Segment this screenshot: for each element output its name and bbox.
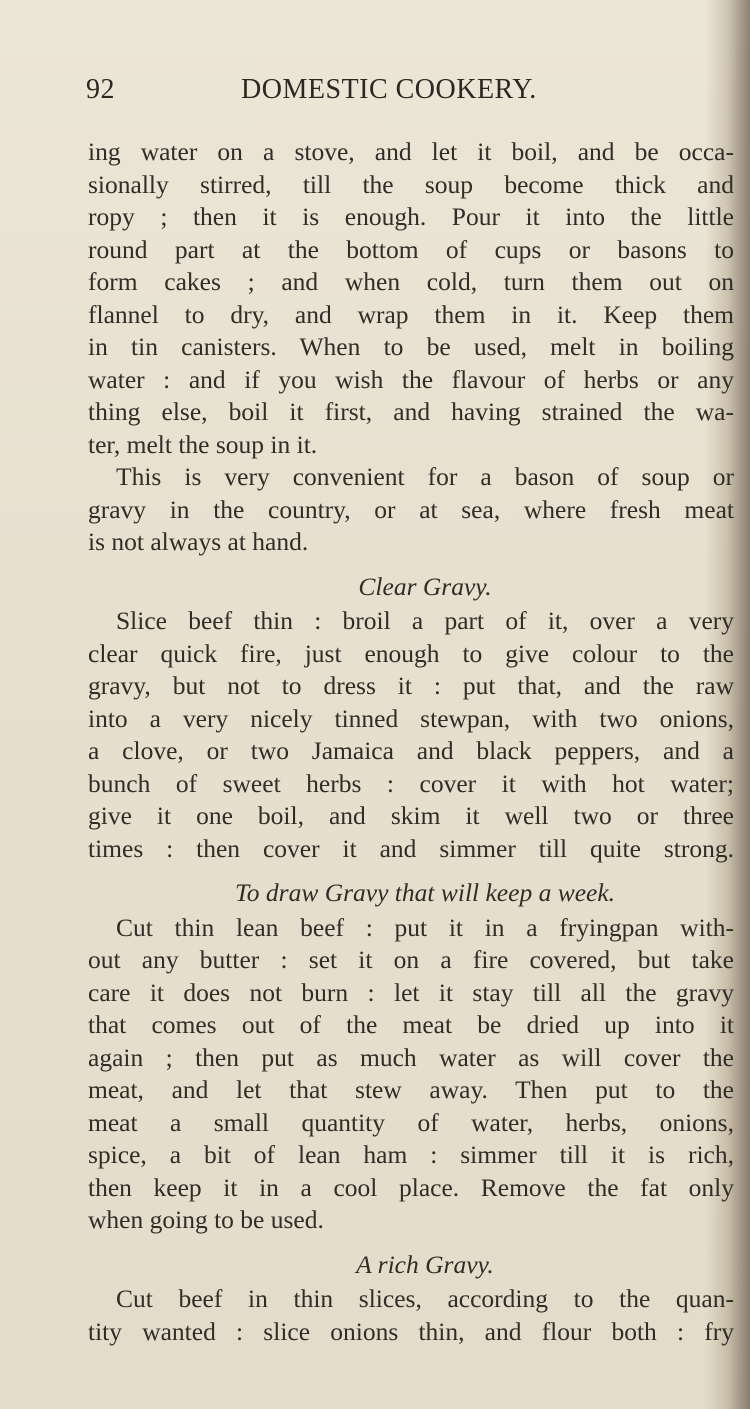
body-text xyxy=(88,136,734,1348)
text-line: out any butter : set it on a fire covered, but take xyxy=(88,945,734,974)
text-line: Cut thin lean beef : put it in a fryingpan with- xyxy=(116,912,734,942)
paragraph-clear-gravy xyxy=(88,605,734,865)
text-line: is not always at hand. xyxy=(88,527,309,556)
recipe-heading-clear-gravy: Clear Gravy. xyxy=(358,571,492,601)
page-number: 92 xyxy=(86,74,115,105)
text-line: gravy in the country, or at sea, where fresh meat xyxy=(88,494,734,524)
text-line: a clove, or two Jamaica and black peppers, and a xyxy=(88,736,734,765)
recipe-heading-keeping-gravy: To draw Gravy that will keep a week. xyxy=(234,878,616,907)
text-line: Cut beef in thin slices, according to the quan- xyxy=(116,1284,734,1313)
text-line: care it does not burn : let it stay till all the gravy xyxy=(88,977,734,1007)
text-line: bunch of sweet herbs : cover it with hot water; xyxy=(88,768,734,798)
text-line: in tin canisters. When to be used, melt in boiling xyxy=(88,332,734,361)
text-line: times : then cover it and simmer till quite strong. xyxy=(88,833,734,863)
text-line: gravy, but not to dress it : put that, and the raw xyxy=(88,671,734,700)
text-line: This is very convenient for a bason of soup or xyxy=(116,462,734,491)
text-line: sionally stirred, till the soup become thick and xyxy=(88,169,734,199)
text-line: then keep it in a cool place. Remove the fat only xyxy=(88,1172,734,1202)
text-line: ter, melt the soup in it. xyxy=(88,429,318,459)
text-line: ing water on a stove, and let it boil, and be occa- xyxy=(88,137,734,166)
text-line: into a very nicely tinned stewpan, with two onions, xyxy=(88,703,734,733)
text-line: again ; then put as much water as will cover the xyxy=(88,1042,734,1072)
text-line: meat, and let that stew away. Then put to the xyxy=(88,1075,734,1104)
text-line: form cakes ; and when cold, turn them out on xyxy=(88,267,734,296)
text-line: water : and if you wish the flavour of herbs or any xyxy=(88,364,734,394)
paragraph-soup-continuation xyxy=(88,136,734,461)
text-line: Slice beef thin : broil a part of it, over a very xyxy=(116,606,734,635)
text-line: tity wanted : slice onions thin, and flour both : fry xyxy=(88,1316,734,1346)
recipe-heading-rich-gravy: A rich Gravy. xyxy=(356,1249,494,1279)
running-title: DOMESTIC COOKERY. xyxy=(241,74,537,105)
text-line: spice, a bit of lean ham : simmer till it is rich, xyxy=(88,1140,734,1169)
paragraph-keeping-gravy xyxy=(88,912,734,1237)
text-line: give it one boil, and skim it well two or three xyxy=(88,801,734,830)
paragraph-convenience xyxy=(88,461,734,559)
text-line: meat a small quantity of water, herbs, onions, xyxy=(88,1107,734,1137)
text-line: clear quick fire, just enough to give colour to the xyxy=(88,638,734,668)
text-line: flannel to dry, and wrap them in it. Keep them xyxy=(88,299,734,329)
text-line: thing else, boil it first, and having strained the wa- xyxy=(88,397,734,426)
text-line: when going to be used. xyxy=(88,1205,324,1234)
text-line: round part at the bottom of cups or basons to xyxy=(88,234,734,264)
running-header xyxy=(86,74,606,114)
text-line: that comes out of the meat be dried up into it xyxy=(88,1010,734,1039)
text-line: ropy ; then it is enough. Pour it into the little xyxy=(88,202,734,231)
paragraph-rich-gravy xyxy=(88,1283,734,1348)
